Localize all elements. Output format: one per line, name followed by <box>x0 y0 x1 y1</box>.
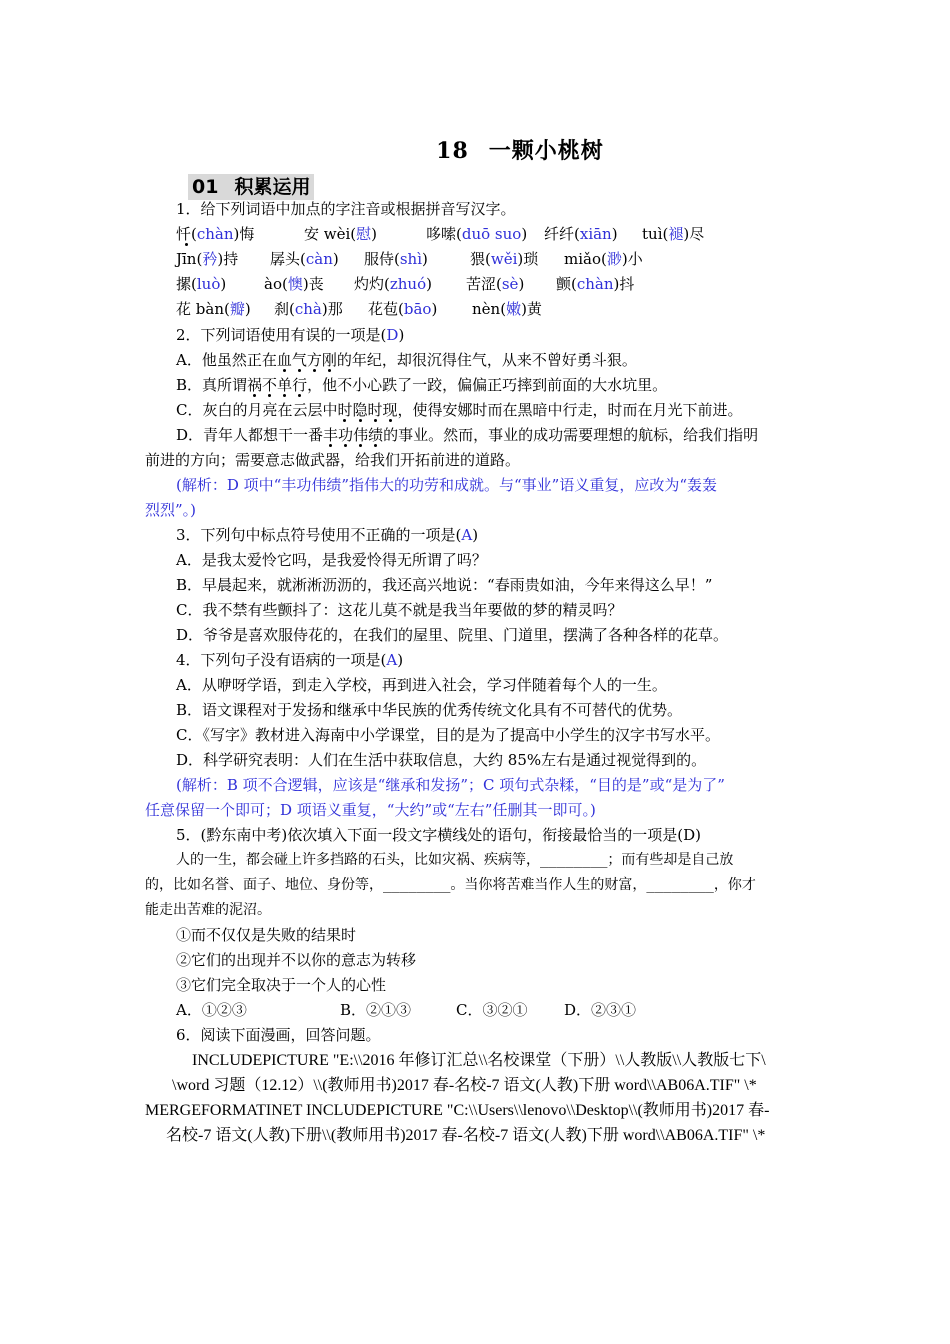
emphasis-char: 单 <box>277 376 293 394</box>
q2-analysis-cont: 烈烈”。) <box>145 501 197 519</box>
q1-item: 哆嗦(duō suo) <box>426 225 528 243</box>
q4-analysis: (解析：B 项不合逻辑，应该是“继承和发扬”；C 项句式杂糅，“目的是”或“是为了” <box>176 776 725 794</box>
q5-choice-d: D．②③① <box>564 1001 637 1019</box>
q2-option-c: C．灰白的月亮在云层中时隐时现，使得安娜时而在黑暗中行走，时而在月光下前进。 <box>176 401 743 419</box>
emphasis-char: 丰 <box>323 426 339 444</box>
emphasis-char: 不 <box>262 376 278 394</box>
q2-analysis: (解析：D 项中“丰功伟绩”指伟大的功劳和成就。与“事业”语义重复，应改为“轰轰 <box>176 476 717 494</box>
q1-item: 灼灼(zhuó) <box>354 275 432 293</box>
q4-stem: 4．下列句子没有语病的一项是(A) <box>176 651 404 669</box>
q5-sentence-2: ②它们的出现并不以你的意志为转移 <box>176 951 417 969</box>
lesson-number: 18 <box>436 138 469 164</box>
q4-option-c: C．《写字》教材进入海南中小学课堂，目的是为了提高中小学生的汉字书写水平。 <box>176 726 720 744</box>
emphasis-char: 祸 <box>247 376 263 394</box>
q1-item: Jīn(矜)持 <box>176 250 239 268</box>
q1-item: 颤(chàn)抖 <box>556 275 635 293</box>
q5-sentence-3: ③它们完全取决于一个人的心性 <box>176 976 387 994</box>
q1-item: 花 bàn(瓣) <box>176 300 251 318</box>
q1-row-1 <box>176 223 816 245</box>
section-title: 积累运用 <box>234 176 311 198</box>
emphasis-char: 行 <box>292 376 308 394</box>
q3-option-a: A．是我太爱怜它吗，是我爱怜得无所谓了吗？ <box>176 551 487 569</box>
field-code-line: \word 习题（12.12）\\(教师用书)2017 春-名校-7 语文(人教)下册 word\\AB06A.TIF" \* <box>172 1077 757 1094</box>
dotted-phrase <box>247 376 307 394</box>
q4-answer: A <box>386 651 398 669</box>
dotted-phrase <box>277 351 337 369</box>
emphasis-char: 绩 <box>368 426 384 444</box>
emphasis-char: 伟 <box>353 426 369 444</box>
emphasis-char: 气 <box>291 351 307 369</box>
q5-passage-line: 的，比如名誉、面子、地位、身份等，________。当你将苦难当作人生的财富，________，你才 <box>145 877 756 893</box>
emphasis-char: 血 <box>276 351 292 369</box>
q5-passage-line: 能走出苦难的泥沼。 <box>145 902 271 918</box>
q3-option-c: C．我不禁有些颤抖了：这花儿莫不就是我当年要做的梦的精灵吗？ <box>176 601 623 619</box>
q2-option-d: D．青年人都想干一番丰功伟绩的事业。然而，事业的成功需要理想的航标，给我们指明 <box>176 426 759 444</box>
q3-option-d: D．爷爷是喜欢服侍花的，在我们的屋里、院里、门道里，摆满了各种各样的花草。 <box>176 626 729 644</box>
q1-item: tuì(褪)尽 <box>642 225 705 243</box>
q1-item: ào(懊)丧 <box>264 275 324 293</box>
q3-option-b: B．早晨起来，就淅淅沥沥的，我还高兴地说：“春雨贵如油，今年来得这么早！” <box>176 576 713 594</box>
q1-item: 摞(luò) <box>176 275 227 293</box>
q4-option-a: A．从咿呀学语，到走入学校，再到进入社会，学习伴随着每个人的一生。 <box>176 676 667 694</box>
q5-choice-b: B．②①③ <box>340 1001 412 1019</box>
q5-choice-a: A．①②③ <box>176 1001 247 1019</box>
q1-item: 纤纤(xiān) <box>544 225 618 243</box>
q5-sentence-1: ①而不仅仅是失败的结果时 <box>176 926 357 944</box>
emphasis-char: 时 <box>337 401 353 419</box>
emphasis-char: 现 <box>382 401 398 419</box>
field-code-line: INCLUDEPICTURE "E:\\2016 年修订汇总\\名校课堂（下册）\\人教版\\人教版七下\ <box>192 1052 766 1069</box>
section-heading <box>188 174 314 200</box>
q3-stem: 3．下列句中标点符号使用不正确的一项是(A) <box>176 526 479 544</box>
lesson-title: 一颗小桃树 <box>488 138 604 164</box>
emphasis-char: 刚 <box>321 351 337 369</box>
q1-item: miǎo(渺)小 <box>564 250 643 268</box>
emphasis-char: 功 <box>338 426 354 444</box>
q6-stem: 6．阅读下面漫画，回答问题。 <box>176 1026 381 1044</box>
field-code-line: 名校-7 语文(人教)下册\\(教师用书)2017 春-名校-7 语文(人教)下册 word\\AB06A.TIF" \* <box>166 1127 766 1144</box>
field-code-line: MERGEFORMATINET INCLUDEPICTURE "C:\\Users\\lenovo\\Desktop\\(教师用书)2017 春- <box>145 1102 770 1119</box>
q2-stem: 2．下列词语使用有误的一项是(D) <box>176 326 405 344</box>
q1-row-2 <box>176 248 816 270</box>
dotted-phrase <box>337 401 397 419</box>
page-title <box>0 134 950 165</box>
q1-item: 服侍(shì) <box>364 250 428 268</box>
q1-item: 孱头(càn) <box>270 250 339 268</box>
q5-stem: 5．(黔东南中考)依次填入下面一段文字横线处的语句，衔接最恰当的一项是(D) <box>176 826 701 844</box>
emphasis-char: 时 <box>367 401 383 419</box>
q1-item: 刹(chà)那 <box>274 300 343 318</box>
q5-passage-line: 人的一生，都会碰上许多挡路的石头，比如灾祸、疾病等，________；而有些却是自己放 <box>176 852 734 868</box>
q3-answer: A <box>461 526 473 544</box>
section-number: 01 <box>192 176 219 198</box>
q1-item: 安 wèi(慰) <box>304 225 378 243</box>
q1-item: 猥(wěi)琐 <box>470 250 539 268</box>
q1-row-3 <box>176 273 816 295</box>
q5-choices <box>176 999 736 1021</box>
emphasis-char: 隐 <box>352 401 368 419</box>
q2-option-b: B．真所谓祸不单行，他不小心跌了一跤，偏偏正巧摔到前面的大水坑里。 <box>176 376 668 394</box>
q1-item: 花苞(bāo) <box>368 300 438 318</box>
q2-option-d-cont: 前进的方向；需要意志做武器，给我们开拓前进的道路。 <box>145 451 521 469</box>
q1-item: 忏(chàn)悔 <box>176 225 255 243</box>
q1-row-4 <box>176 298 816 320</box>
q4-option-b: B．语文课程对于发扬和继承中华民族的优秀传统文化具有不可替代的优势。 <box>176 701 683 719</box>
q2-answer: D <box>386 326 399 344</box>
q5-choice-c: C．③②① <box>456 1001 528 1019</box>
q4-analysis-cont: 任意保留一个即可；D 项语义重复，“大约”或“左右”任删其一即可。) <box>145 801 596 819</box>
emphasis-char: 方 <box>306 351 322 369</box>
dotted-phrase <box>323 426 383 444</box>
q2-option-a: A．他虽然正在血气方刚的年纪，却很沉得住气，从来不曾好勇斗狠。 <box>176 351 637 369</box>
q1-item: nèn(嫩)黄 <box>472 300 542 318</box>
q4-option-d: D．科学研究表明：人们在生活中获取信息，大约 85%左右是通过视觉得到的。 <box>176 751 707 769</box>
q1-item: 苦涩(sè) <box>466 275 525 293</box>
q1-stem: 1．给下列词语中加点的字注音或根据拼音写汉字。 <box>176 200 516 218</box>
